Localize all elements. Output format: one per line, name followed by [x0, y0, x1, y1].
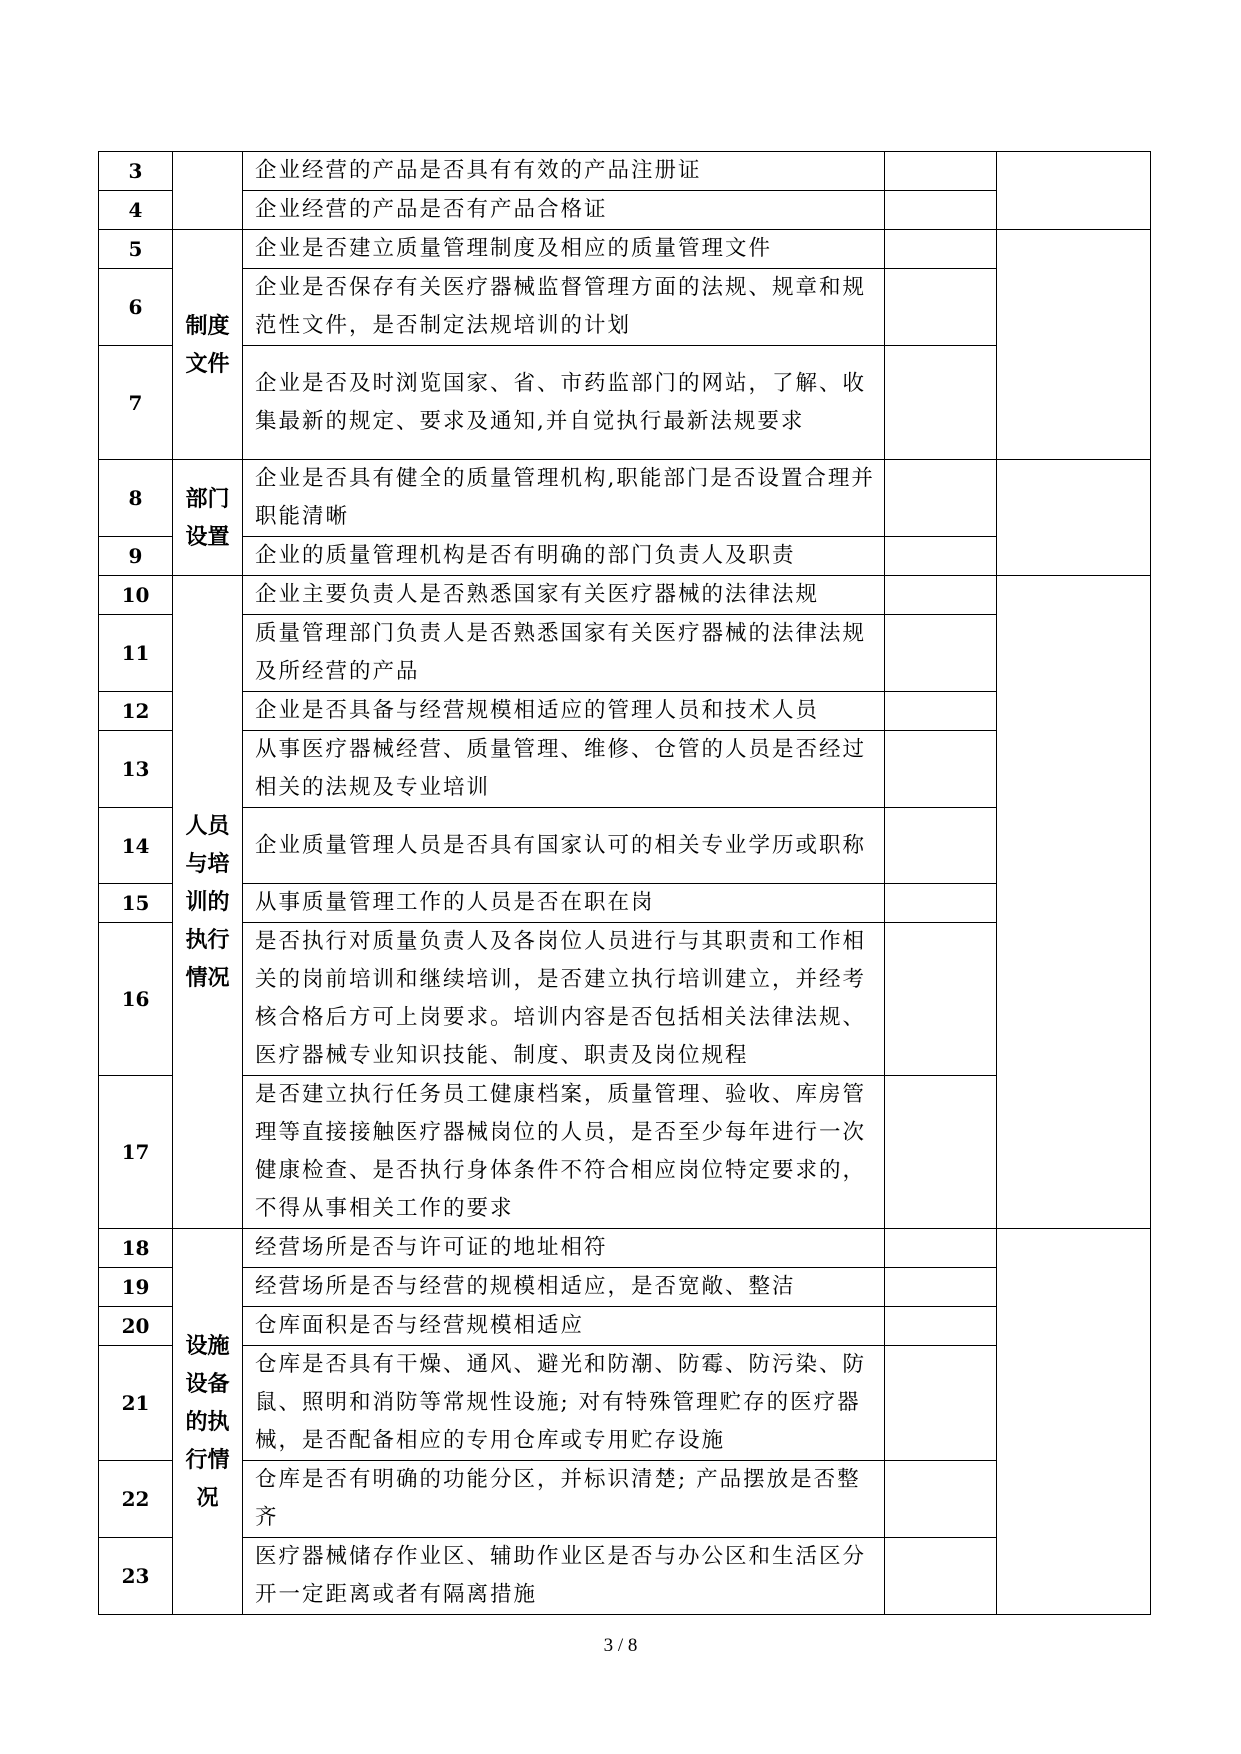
- category-label: 设施设备的执行情况: [185, 1332, 230, 1511]
- check-item-text: 经营场所是否与许可证的地址相符: [243, 1229, 885, 1268]
- check-result-cell[interactable]: [885, 923, 997, 1076]
- check-result-cell[interactable]: [885, 884, 997, 923]
- check-item-text: 仓库是否具有干燥、通风、避光和防潮、防霉、防污染、防鼠、照明和消防等常规性设施; 对有特殊管理贮存的医疗器械，是否配备相应的专用仓库或专用贮存设施: [243, 1346, 885, 1461]
- check-item-text: 企业的质量管理机构是否有明确的部门负责人及职责: [243, 537, 885, 576]
- category-cell: [173, 152, 243, 230]
- check-result-cell[interactable]: [885, 152, 997, 191]
- table-row: [99, 537, 1151, 576]
- check-result-cell[interactable]: [885, 230, 997, 269]
- row-number: 22: [99, 1461, 173, 1538]
- table-row: [99, 808, 1151, 884]
- table-row: [99, 1461, 1151, 1538]
- check-item-text: 企业经营的产品是否有产品合格证: [243, 191, 885, 230]
- row-number: 11: [99, 615, 173, 692]
- check-item-text: 企业是否及时浏览国家、省、市药监部门的网站，了解、收集最新的规定、要求及通知,并自觉执行最新法规要求: [243, 346, 885, 460]
- check-item-text: 从事质量管理工作的人员是否在职在岗: [243, 884, 885, 923]
- table-row: [99, 1076, 1151, 1229]
- check-result-cell[interactable]: [885, 1307, 997, 1346]
- row-number: 3: [99, 152, 173, 191]
- category-cell: [173, 230, 243, 460]
- check-result-cell[interactable]: [885, 1346, 997, 1461]
- inspection-checklist-table: [98, 151, 1151, 1615]
- category-label: 制度文件: [185, 312, 230, 377]
- check-result-cell[interactable]: [885, 808, 997, 884]
- row-number: 19: [99, 1268, 173, 1307]
- check-result-cell[interactable]: [885, 576, 997, 615]
- check-item-text: 仓库是否有明确的功能分区，并标识清楚; 产品摆放是否整齐: [243, 1461, 885, 1538]
- remarks-cell[interactable]: [997, 152, 1151, 230]
- category-cell: [173, 460, 243, 576]
- table-row: [99, 191, 1151, 230]
- check-result-cell[interactable]: [885, 731, 997, 808]
- check-result-cell[interactable]: [885, 191, 997, 230]
- table-row: [99, 1307, 1151, 1346]
- check-item-text: 仓库面积是否与经营规模相适应: [243, 1307, 885, 1346]
- table-row: [99, 923, 1151, 1076]
- check-result-cell[interactable]: [885, 1461, 997, 1538]
- table-row: [99, 615, 1151, 692]
- row-number: 17: [99, 1076, 173, 1229]
- check-item-text: 是否建立执行任务员工健康档案，质量管理、验收、库房管理等直接接触医疗器械岗位的人员，是否至少每年进行一次健康检查、是否执行身体条件不符合相应岗位特定要求的，不得从事相关工作的要求: [243, 1076, 885, 1229]
- table-row: [99, 1346, 1151, 1461]
- row-number: 23: [99, 1538, 173, 1615]
- category-cell: [173, 576, 243, 1229]
- check-item-text: 从事医疗器械经营、质量管理、维修、仓管的人员是否经过相关的法规及专业培训: [243, 731, 885, 808]
- row-number: 7: [99, 346, 173, 460]
- check-item-text: 企业经营的产品是否具有有效的产品注册证: [243, 152, 885, 191]
- check-item-text: 医疗器械储存作业区、辅助作业区是否与办公区和生活区分开一定距离或者有隔离措施: [243, 1538, 885, 1615]
- row-number: 9: [99, 537, 173, 576]
- check-result-cell[interactable]: [885, 1268, 997, 1307]
- table-row: [99, 1229, 1151, 1268]
- row-number: 8: [99, 460, 173, 537]
- check-item-text: 是否执行对质量负责人及各岗位人员进行与其职责和工作相关的岗前培训和继续培训，是否建立执行培训建立，并经考核合格后方可上岗要求。培训内容是否包括相关法律法规、医疗器械专业知识技能、制度、职责及岗位规程: [243, 923, 885, 1076]
- check-item-text: 企业是否具备与经营规模相适应的管理人员和技术人员: [243, 692, 885, 731]
- row-number: 16: [99, 923, 173, 1076]
- remarks-cell[interactable]: [997, 1229, 1151, 1615]
- table-row: [99, 731, 1151, 808]
- category-cell: [173, 1229, 243, 1615]
- category-label: 人员与培训的执行情况: [185, 813, 230, 991]
- table-row: [99, 460, 1151, 537]
- row-number: 18: [99, 1229, 173, 1268]
- check-result-cell[interactable]: [885, 346, 997, 460]
- check-item-text: 质量管理部门负责人是否熟悉国家有关医疗器械的法律法规及所经营的产品: [243, 615, 885, 692]
- check-item-text: 企业质量管理人员是否具有国家认可的相关专业学历或职称: [243, 808, 885, 884]
- table-row: [99, 692, 1151, 731]
- table-row: [99, 1538, 1151, 1615]
- check-result-cell[interactable]: [885, 460, 997, 537]
- check-result-cell[interactable]: [885, 1076, 997, 1229]
- page-number: 3 / 8: [603, 1635, 638, 1656]
- table-row: [99, 230, 1151, 269]
- check-result-cell[interactable]: [885, 692, 997, 731]
- category-label: 部门设置: [185, 485, 230, 550]
- row-number: 10: [99, 576, 173, 615]
- row-number: 13: [99, 731, 173, 808]
- table-row: [99, 576, 1151, 615]
- row-number: 15: [99, 884, 173, 923]
- row-number: 20: [99, 1307, 173, 1346]
- row-number: 4: [99, 191, 173, 230]
- check-result-cell[interactable]: [885, 615, 997, 692]
- check-item-text: 企业主要负责人是否熟悉国家有关医疗器械的法律法规: [243, 576, 885, 615]
- table-row: [99, 152, 1151, 191]
- check-item-text: 企业是否具有健全的质量管理机构,职能部门是否设置合理并职能清晰: [243, 460, 885, 537]
- table-row: [99, 1268, 1151, 1307]
- table-row: [99, 884, 1151, 923]
- check-result-cell[interactable]: [885, 1229, 997, 1268]
- remarks-cell[interactable]: [997, 460, 1151, 576]
- check-result-cell[interactable]: [885, 269, 997, 346]
- check-item-text: 经营场所是否与经营的规模相适应，是否宽敞、整洁: [243, 1268, 885, 1307]
- row-number: 5: [99, 230, 173, 269]
- row-number: 21: [99, 1346, 173, 1461]
- check-result-cell[interactable]: [885, 1538, 997, 1615]
- row-number: 14: [99, 808, 173, 884]
- row-number: 6: [99, 269, 173, 346]
- table-row: [99, 346, 1151, 460]
- table-row: [99, 269, 1151, 346]
- check-result-cell[interactable]: [885, 537, 997, 576]
- check-item-text: 企业是否建立质量管理制度及相应的质量管理文件: [243, 230, 885, 269]
- check-item-text: 企业是否保存有关医疗器械监督管理方面的法规、规章和规范性文件，是否制定法规培训的计划: [243, 269, 885, 346]
- remarks-cell[interactable]: [997, 576, 1151, 1229]
- remarks-cell[interactable]: [997, 230, 1151, 460]
- row-number: 12: [99, 692, 173, 731]
